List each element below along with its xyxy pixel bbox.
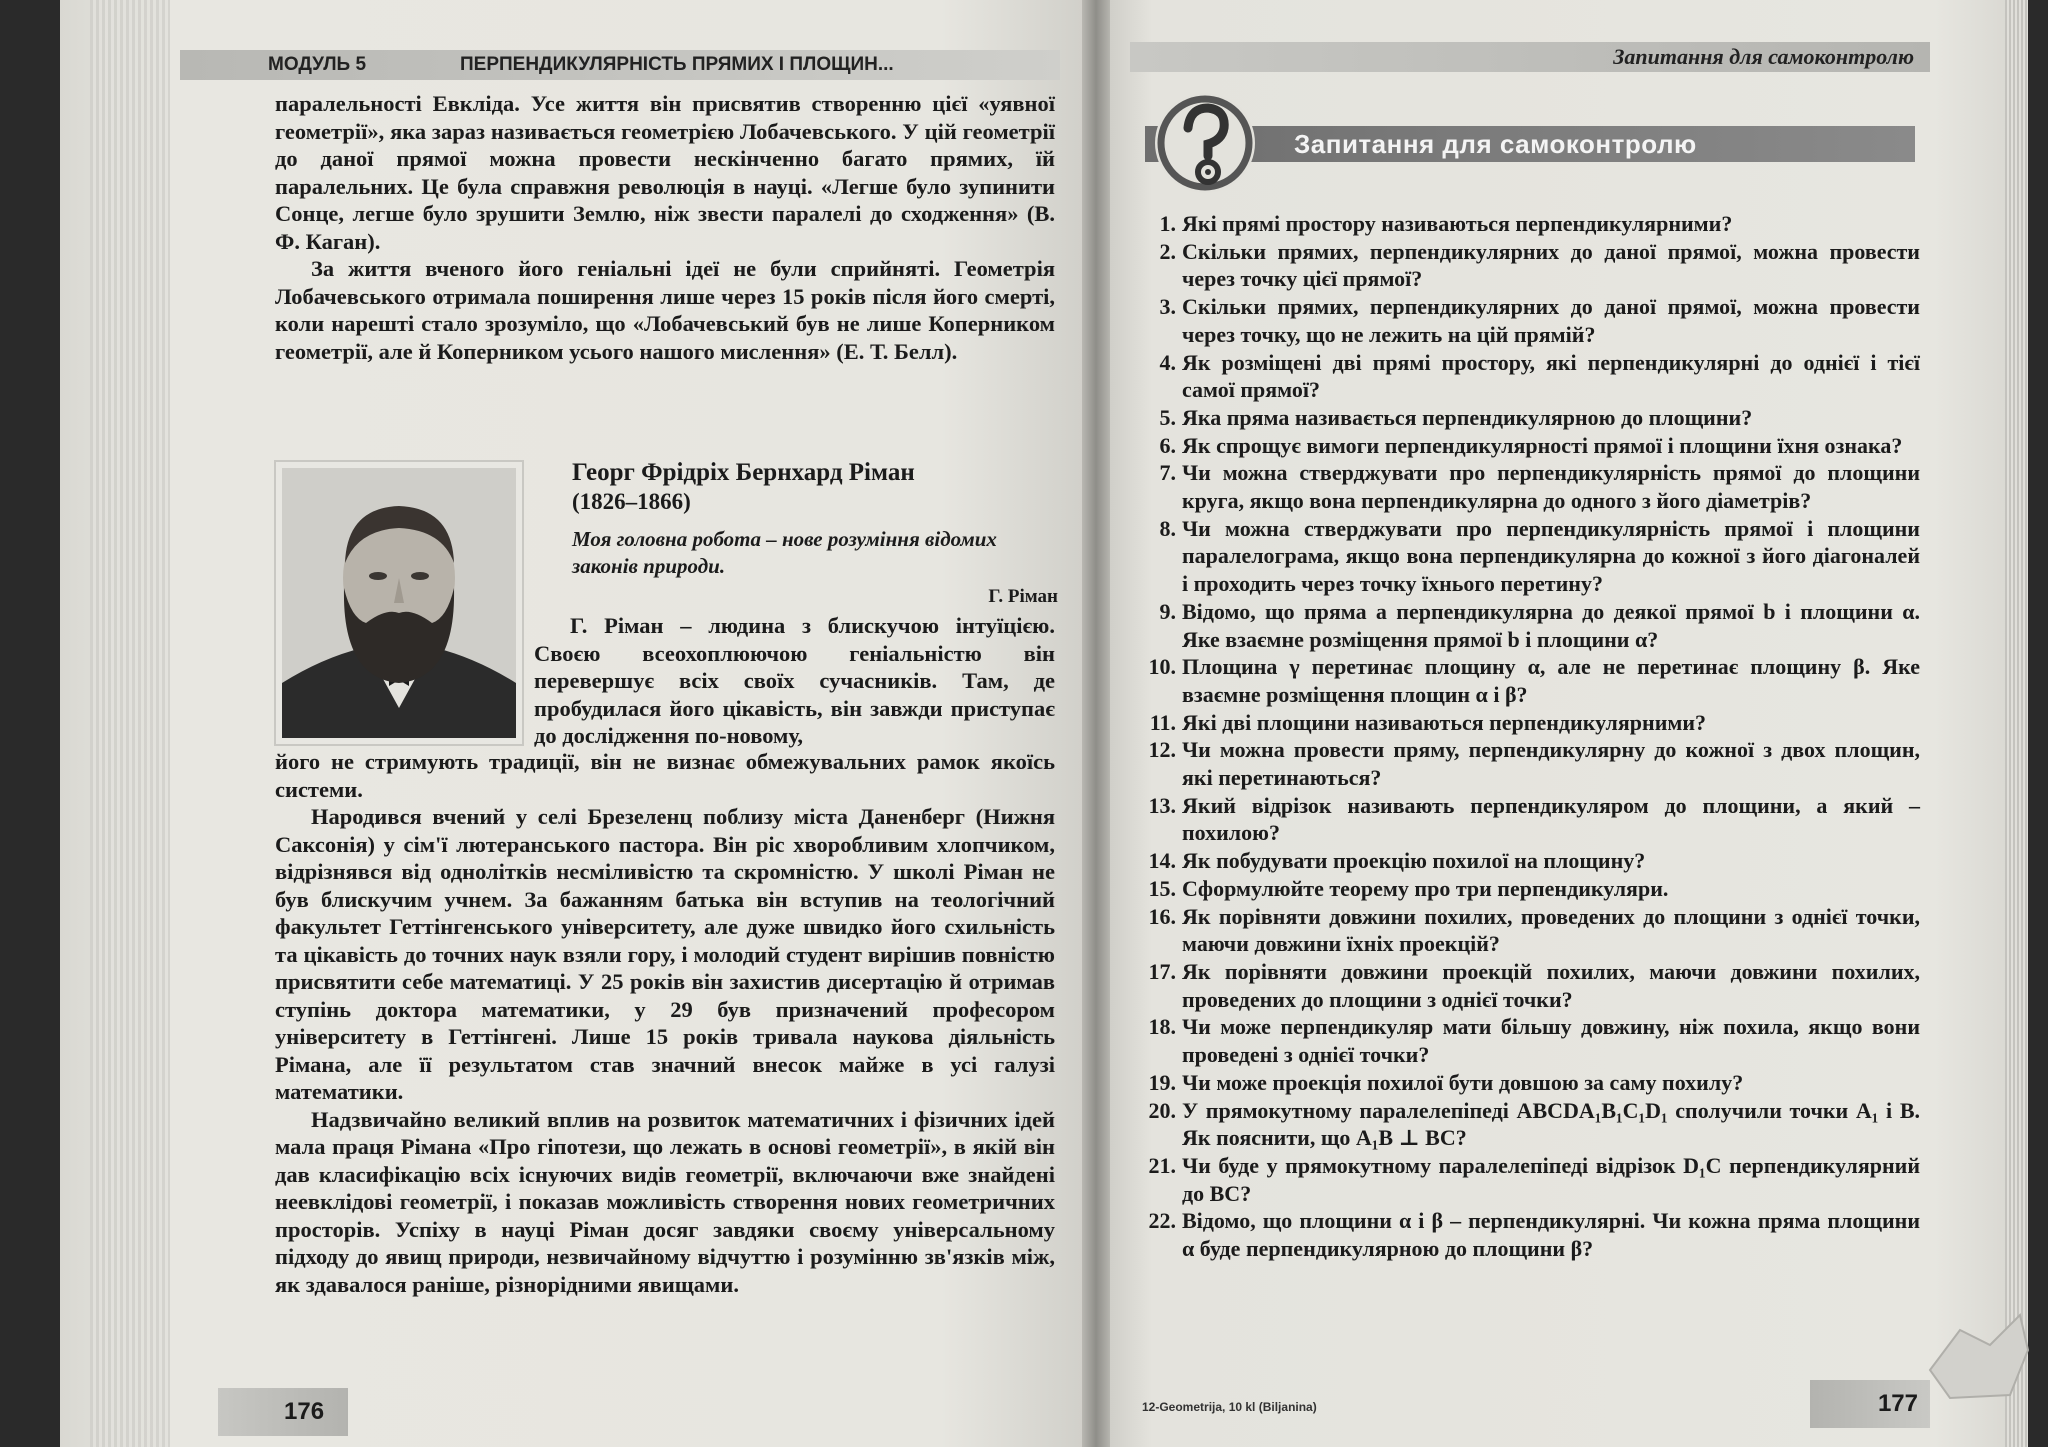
question-text: Чи можна стверджувати про перпендикулярність прямої до площини круга, якщо вона перпендикулярна до одного з його діаметрів? <box>1182 460 1920 514</box>
question-number: 20. <box>1148 1097 1176 1123</box>
question-number: 21. <box>1148 1152 1176 1178</box>
riemann-portrait <box>276 462 522 744</box>
question-mark-icon <box>1150 88 1260 198</box>
question-text: Як порівняти довжини проекцій похилих, маючи довжини похилих, проведених до площини з однієї точки? <box>1182 958 1920 1012</box>
intro-paragraph-1: паралельності Евкліда. Усе життя він присвятив створенню цієї «уявної геометрії», яка зараз називається геометрією Лобачевського. У цій геометрії до даної прямої можна провести нескінченно багато прямих, їй паралельних. Це була справжня революція в науці. «Легше було зупинити Сонце, легше було зрушити Землю, ніж звести паралелі до сходження» (В. Ф. Каган). <box>275 91 1055 254</box>
list-item <box>1140 459 1920 514</box>
question-number: 10. <box>1148 654 1176 680</box>
question-text: Чи буде у прямокутному паралелепіпеді відрізок D₁C перпендикулярний до BC? <box>1182 1152 1920 1206</box>
riemann-quote-author: Г. Ріман <box>988 586 1058 607</box>
imprint-line: 12-Geometrija, 10 kl (Biljanina) <box>1142 1400 1317 1414</box>
portrait-image <box>282 468 516 738</box>
question-text: Який відрізок називають перпендикуляром до площини, а який – похилою? <box>1182 792 1920 846</box>
riemann-paragraph-3: Надзвичайно великий вплив на розвиток математичних і фізичних ідей мала праця Рімана «Про гіпотези, що лежать в основі геометрії», в якій він дав класифікацію всіх існуючих видів геометрії, включаючи вже знайдені неевклідові геометрії, і показав можливість створення нових геометричних просторів. Успіху в науці Ріман досяг завдяки своєму універсальному підходу до явищ природи, незвичайному відчуттю і розумінню зв'язків між, як здавалося раніше, різнорідними явищами. <box>275 1106 1055 1297</box>
list-item <box>1140 792 1920 847</box>
riemann-header <box>572 458 1058 608</box>
question-text: Чи можна провести пряму, перпендикулярну до кожної з двох площин, які перетинаються? <box>1182 737 1920 791</box>
question-number: 13. <box>1148 792 1176 818</box>
question-number: 7. <box>1159 460 1176 486</box>
question-number: 14. <box>1148 848 1176 874</box>
question-number: 16. <box>1148 903 1176 929</box>
list-item <box>1140 736 1920 791</box>
list-item <box>1140 903 1920 958</box>
list-item <box>1140 709 1920 737</box>
question-number: 6. <box>1159 432 1176 458</box>
question-text: Скільки прямих, перпендикулярних до даної прямої, можна провести через точку, що не лежить на цій прямій? <box>1182 294 1920 347</box>
question-text: Як порівняти довжини похилих, проведених до площини з однієї точки, маючи довжини їхніх проекцій? <box>1182 903 1920 957</box>
list-item <box>1140 653 1920 708</box>
list-item <box>1140 958 1920 1013</box>
list-item <box>1140 598 1920 653</box>
riemann-name: Георг Фрідріх Бернхард Ріман <box>572 459 915 486</box>
chapter-title: ПЕРПЕНДИКУЛЯРНІСТЬ ПРЯМИХ І ПЛОЩИН... <box>460 54 894 75</box>
running-head-right: Запитання для самоконтролю <box>1130 42 1930 72</box>
riemann-quote: Моя головна робота – нове розуміння відомих законів природи. <box>572 527 997 578</box>
question-number: 4. <box>1159 349 1176 375</box>
question-number: 9. <box>1159 598 1176 624</box>
torn-paper-corner <box>1920 1310 2030 1400</box>
riemann-wrap-paragraph: Г. Ріман – людина з блискучою інтуїцією. Своєю всеохоплюючою геніальністю він перевершує всіх своїх сучасників. Там, де пробудилася його цікавість, він завжди приступає до дослідження по-новому, <box>534 613 1055 748</box>
riemann-biography <box>275 748 1055 1298</box>
question-number: 22. <box>1148 1208 1176 1234</box>
intro-paragraph-2: За життя вченого його геніальні ідеї не були сприйняті. Геометрія Лобачевського отримала поширення лише через 15 років після його смерті, коли нарешті стало зрозуміло, що «Лобачевський був не лише Коперником геометрії, але й Коперником усього нашого мислення» (Е. Т. Белл). <box>275 256 1055 364</box>
list-item <box>1140 515 1920 598</box>
list-item <box>1140 1013 1920 1068</box>
running-head-left <box>180 50 1060 80</box>
question-text: Як розміщені дві прямі простору, які перпендикулярні до однієї і тієї самої прямої? <box>1182 349 1920 403</box>
question-number: 15. <box>1148 875 1176 901</box>
list-item <box>1140 293 1920 348</box>
question-text: Чи можна стверджувати про перпендикулярність прямої і площини паралелограма, якщо вона перпендикулярна до кожної з його діагоналей і проходить через точку їхнього перетину? <box>1182 515 1920 597</box>
riemann-years: (1826–1866) <box>572 489 691 514</box>
page-number-left: 176 <box>218 1388 348 1436</box>
question-text: Скільки прямих, перпендикулярних до даної прямої, можна провести через точку цієї прямої? <box>1182 238 1920 292</box>
question-list <box>1140 210 1920 1263</box>
question-text: У прямокутному паралелепіпеді ABCDA₁B₁C₁D₁ сполучили точки A₁ і B. Як пояснити, що A₁B ⊥ BC? <box>1182 1097 1920 1151</box>
riemann-wrap-continuation: його не стримують традиції, він не визнає обмежувальних рамок якоїсь системи. <box>275 749 1055 802</box>
question-text: Відомо, що площини α і β – перпендикулярні. Чи кожна пряма площини α буде перпендикулярною до площини β? <box>1182 1208 1920 1262</box>
question-number: 8. <box>1159 515 1176 541</box>
list-item <box>1140 238 1920 293</box>
list-item <box>1140 847 1920 875</box>
question-text: Відомо, що пряма a перпендикулярна до деякої прямої b і площини α. Яке взаємне розміщення прямої b і площини α? <box>1182 598 1920 652</box>
page-edges-left <box>90 0 170 1447</box>
list-item <box>1140 1097 1920 1152</box>
question-text: Сформулюйте теорему про три перпендикуляри. <box>1182 875 1669 901</box>
question-number: 19. <box>1148 1069 1176 1095</box>
list-item <box>1140 404 1920 432</box>
list-item <box>1140 875 1920 903</box>
question-number: 12. <box>1148 737 1176 763</box>
question-text: Як спрощує вимоги перпендикулярності прямої і площини їхня ознака? <box>1182 432 1903 458</box>
question-text: Площина γ перетинає площину α, але не перетинає площину β. Яке взаємне розміщення площин α і β? <box>1182 654 1920 707</box>
page-number-right: 177 <box>1810 1380 1930 1428</box>
question-number: 2. <box>1159 238 1176 264</box>
question-number: 3. <box>1159 294 1176 320</box>
question-number: 11. <box>1149 709 1176 735</box>
list-item <box>1140 1152 1920 1207</box>
question-text: Чи може перпендикуляр мати більшу довжину, ніж похила, якщо вони проведені з однієї точки? <box>1182 1014 1920 1068</box>
riemann-paragraph-2: Народився вчений у селі Брезеленц поблизу міста Даненберг (Нижня Саксонія) у сім'ї лютеранського пастора. Він ріс хворобливим хлопчиком, відрізнявся від однолітків несміливістю та скромністю. У школі Ріман не був блискучим учнем. За бажанням батька він вступив на теологічний факультет Геттінгенського університету, але дуже швидко його схильність та цікавість до точних наук взяли гору, і молодий студент вирішив повністю присвятити себе математиці. У 25 років він захистив дисертацію й отримав ступінь доктора математики, у 29 був призначений професором університету в Геттінгені. Лише 15 років тривала наукова діяльність Рімана, але її результатом став значний внесок майже в усі галузі математики. <box>275 804 1055 1104</box>
intro-text <box>275 90 1055 365</box>
list-item <box>1140 349 1920 404</box>
book-gutter <box>1082 0 1110 1447</box>
section-title: Запитання для самоконтролю <box>1294 129 1697 159</box>
question-number: 17. <box>1148 958 1176 984</box>
list-item <box>1140 1207 1920 1262</box>
page-edges-right <box>2005 0 2028 1447</box>
question-text: Які прямі простору називаються перпендикулярними? <box>1182 211 1733 236</box>
question-text: Чи може проекція похилої бути довшою за саму похилу? <box>1182 1069 1744 1095</box>
question-number: 1. <box>1159 211 1176 236</box>
question-text: Яка пряма називається перпендикулярною до площини? <box>1182 404 1753 430</box>
list-item <box>1140 1069 1920 1097</box>
question-number: 5. <box>1159 404 1176 430</box>
question-text: Які дві площини називаються перпендикулярними? <box>1182 709 1707 735</box>
list-item <box>1140 210 1920 238</box>
question-text: Як побудувати проекцію похилої на площину? <box>1182 848 1646 874</box>
list-item <box>1140 432 1920 460</box>
module-label: МОДУЛЬ 5 <box>268 54 367 75</box>
question-number: 18. <box>1148 1014 1176 1040</box>
